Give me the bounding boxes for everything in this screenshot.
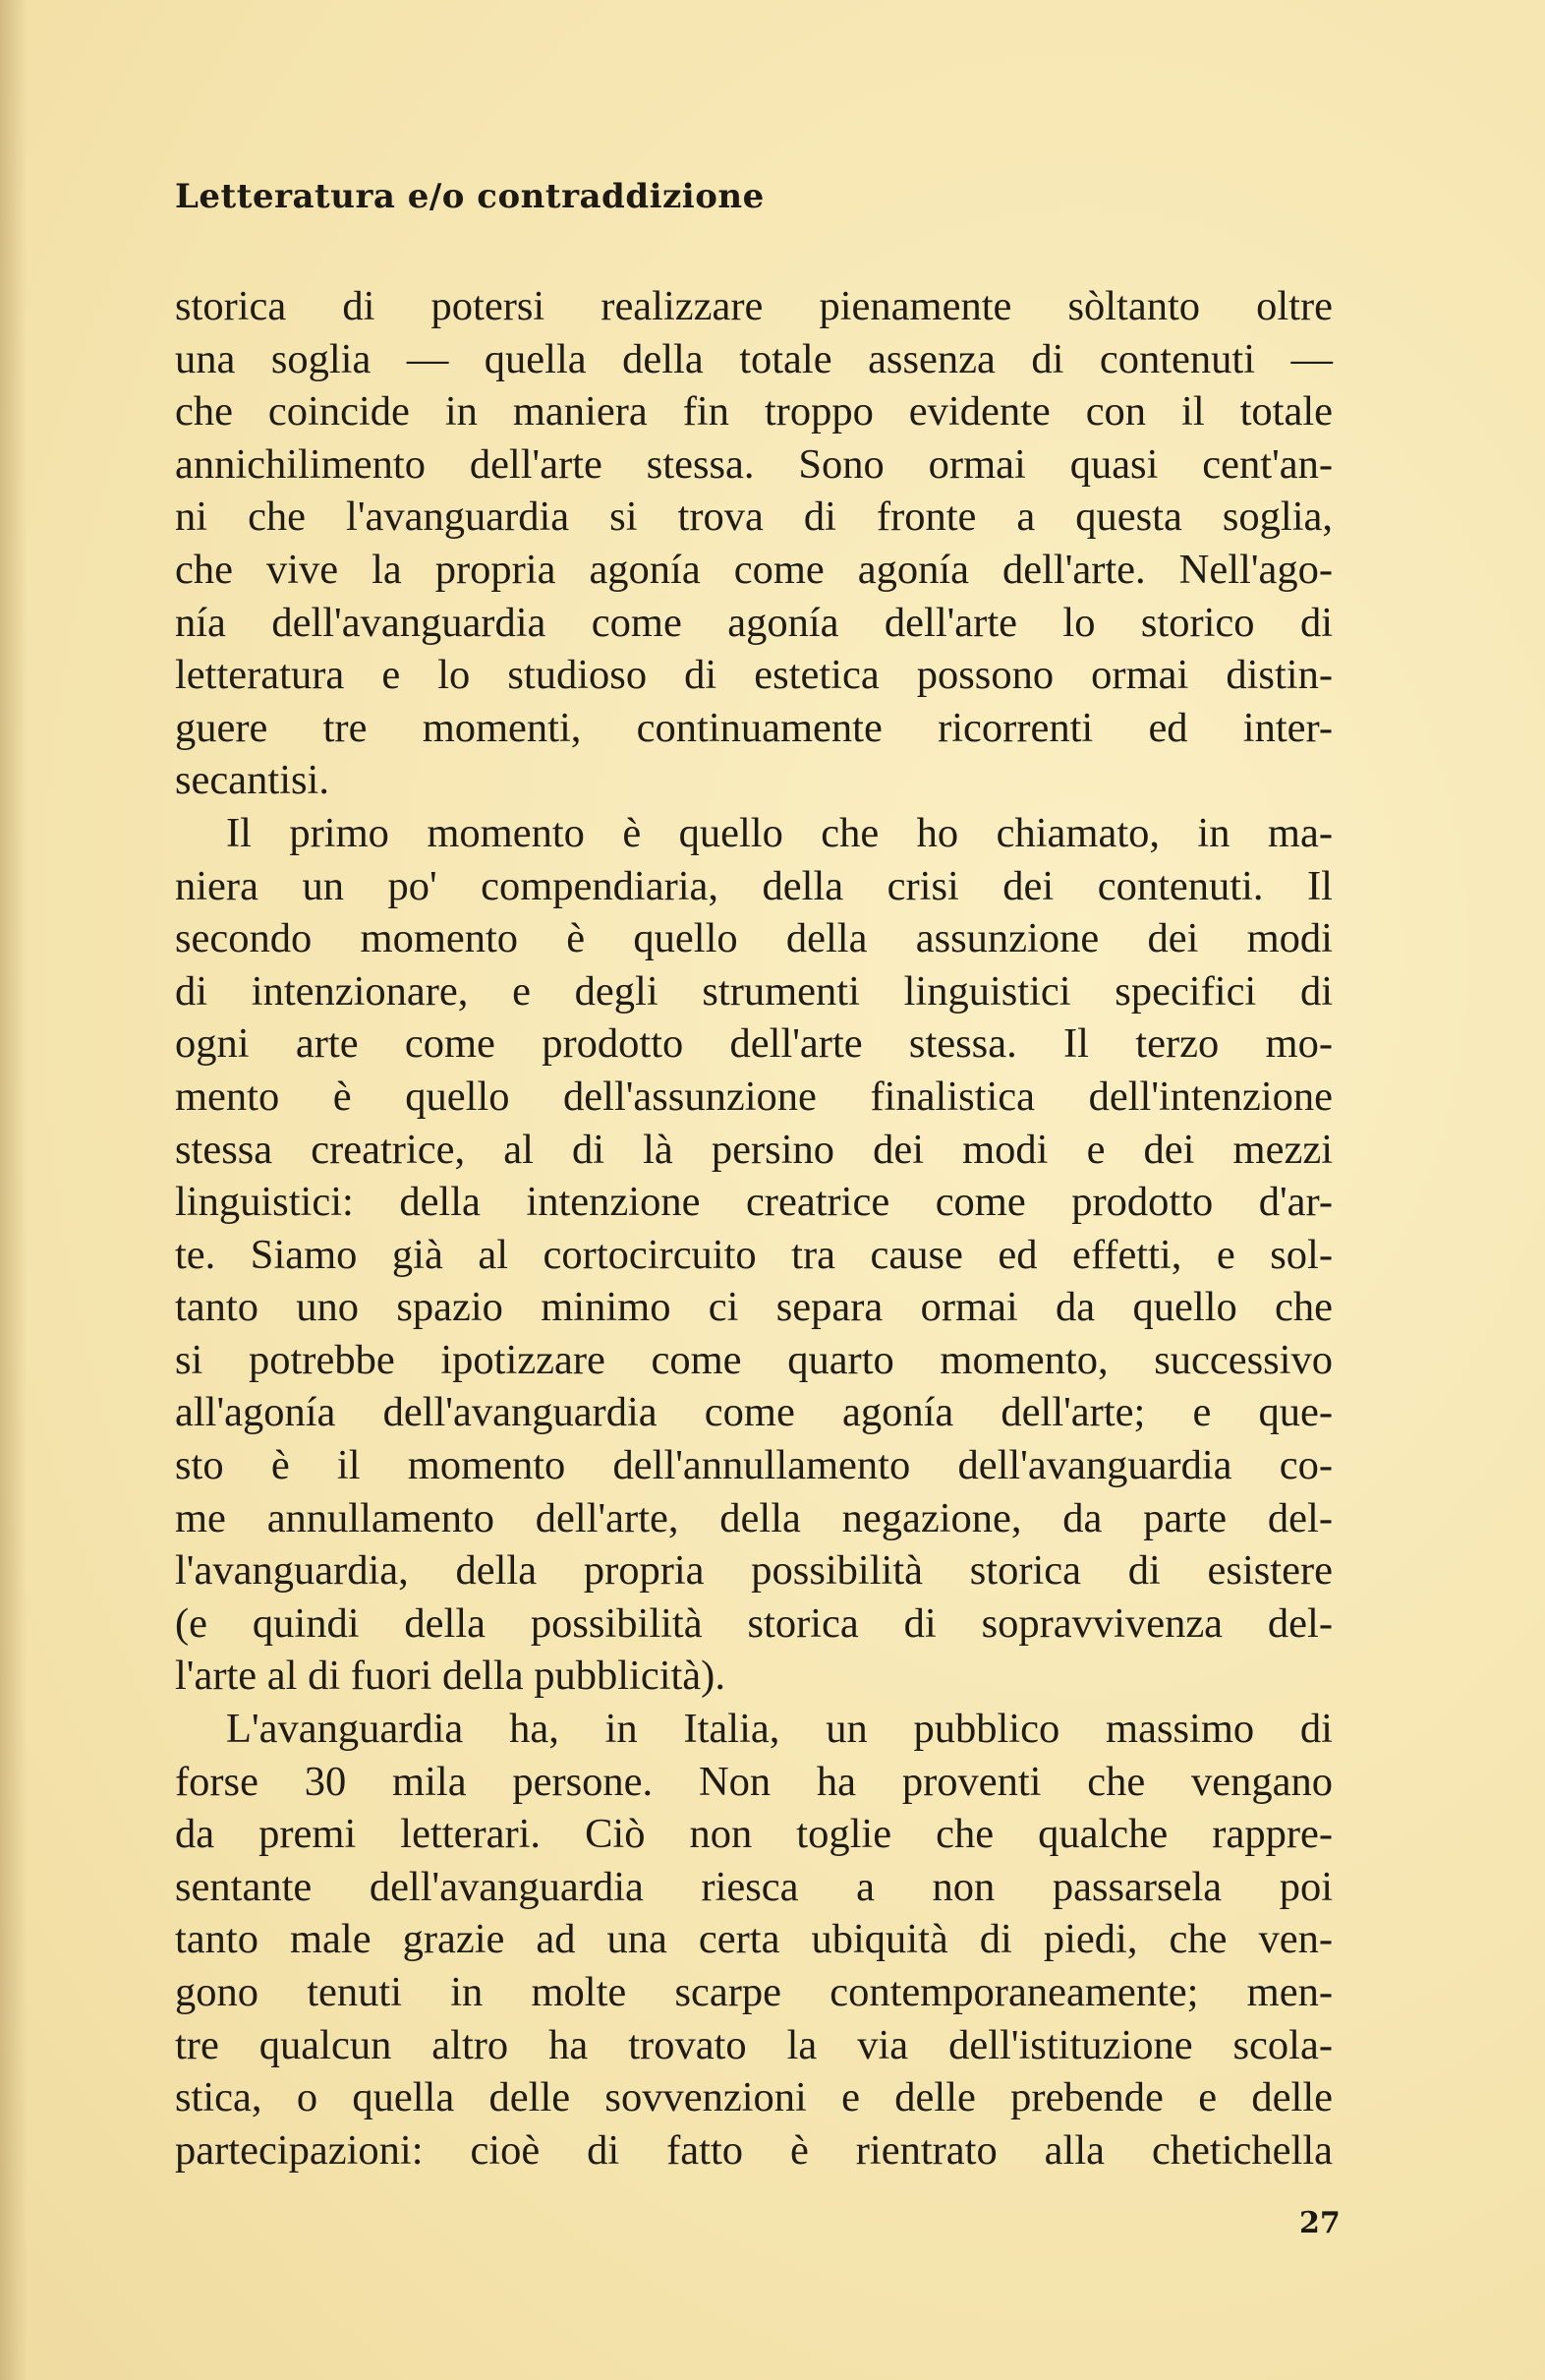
text-line: partecipazioni: cioè di fatto è rientrato alla chetichella (175, 2126, 1333, 2174)
text-line: sto è il momento dell'annullamento dell'avanguardia co- (175, 1442, 1333, 1489)
text-line: stica, o quella delle sovvenzioni e delle prebende e delle (175, 2074, 1333, 2121)
text-line: niera un po' compendiaria, della crisi dei contenuti. Il (175, 862, 1333, 909)
text-line: (e quindi della possibilità storica di sopravvivenza del- (175, 1599, 1333, 1647)
text-line: Il primo momento è quello che ho chiamato, in ma- (226, 809, 1333, 856)
text-line: stessa creatrice, al di là persino dei modi e dei mezzi (175, 1126, 1333, 1173)
text-line: tanto uno spazio minimo ci separa ormai da quello che (175, 1284, 1333, 1331)
text-line: linguistici: della intenzione creatrice come prodotto d'ar- (175, 1179, 1333, 1226)
text-line: secantisi. (175, 757, 329, 804)
text-line: da premi letterari. Ciò non toglie che qualche rappre- (175, 1811, 1333, 1858)
text-line: annichilimento dell'arte stessa. Sono ormai quasi cent'an- (175, 440, 1333, 488)
text-line: all'agonía dell'avanguardia come agonía dell'arte; e que- (175, 1389, 1333, 1436)
text-line: tanto male grazie ad una certa ubiquità di piedi, che ven- (175, 1916, 1333, 1963)
text-line: ogni arte come prodotto dell'arte stessa. Il terzo mo- (175, 1020, 1333, 1068)
text-line: l'avanguardia, della propria possibilità storica di esistere (175, 1547, 1333, 1595)
text-line: si potrebbe ipotizzare come quarto momento, successivo (175, 1336, 1333, 1383)
text-line: mento è quello dell'assunzione finalistica dell'intenzione (175, 1073, 1333, 1120)
text-line: forse 30 mila persone. Non ha proventi che vengano (175, 1758, 1333, 1805)
text-line: sentante dell'avanguardia riesca a non passarsela poi (175, 1863, 1333, 1910)
text-line: l'arte al di fuori della pubblicità). (175, 1653, 725, 1700)
text-line: tre qualcun altro ha trovato la via dell'istituzione scola- (175, 2021, 1333, 2068)
text-line: te. Siamo già al cortocircuito tra cause ed effetti, e sol- (175, 1231, 1333, 1278)
text-line: secondo momento è quello della assunzione dei modi (175, 915, 1333, 962)
text-line: nía dell'avanguardia come agonía dell'arte lo storico di (175, 599, 1333, 646)
text-line: L'avanguardia ha, in Italia, un pubblico massimo di (226, 1706, 1333, 1753)
running-head: Letteratura e/o contraddizione (175, 177, 765, 216)
text-line: me annullamento dell'arte, della negazione, da parte del- (175, 1494, 1333, 1541)
text-line: storica di potersi realizzare pienamente sòltanto oltre (175, 283, 1333, 329)
text-line: che vive la propria agonía come agonía dell'arte. Nell'ago- (175, 546, 1333, 593)
text-line: ni che l'avanguardia si trova di fronte a questa soglia, (175, 493, 1333, 541)
page-number: 27 (1299, 2206, 1341, 2240)
text-line: letteratura e lo studioso di estetica possono ormai distin- (175, 652, 1333, 699)
text-line: una soglia — quella della totale assenza di contenuti — (175, 335, 1333, 382)
text-line: guere tre momenti, continuamente ricorrenti ed inter- (175, 704, 1333, 751)
text-line: gono tenuti in molte scarpe contemporaneamente; men- (175, 1969, 1333, 2015)
body-text (175, 280, 1333, 2177)
text-line: di intenzionare, e degli strumenti linguistici specifici di (175, 967, 1333, 1015)
text-line: che coincide in maniera fin troppo evidente con il totale (175, 388, 1333, 435)
